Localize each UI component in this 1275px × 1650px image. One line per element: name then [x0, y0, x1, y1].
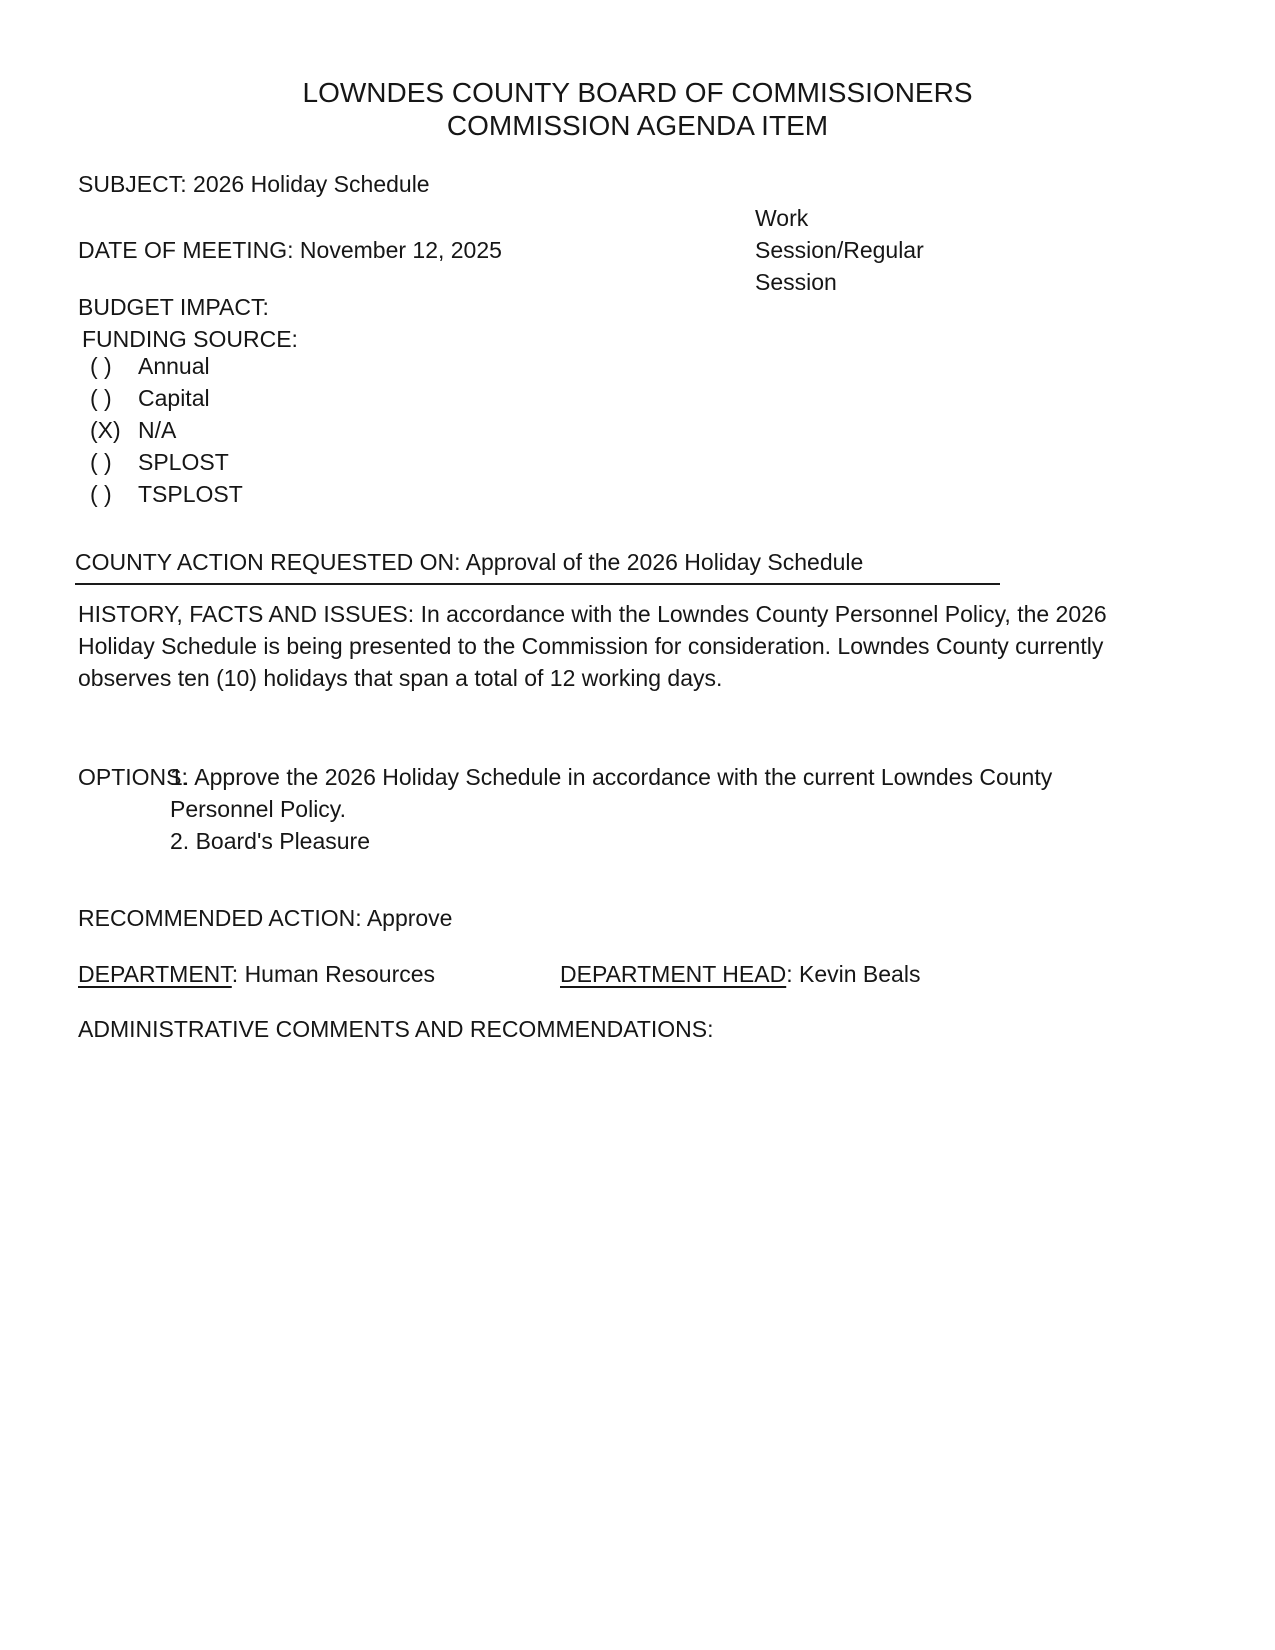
- history-label: HISTORY, FACTS AND ISSUES:: [78, 601, 415, 627]
- funding-option-label: N/A: [138, 417, 177, 443]
- funding-options-list: [90, 350, 243, 510]
- document-title: [75, 76, 1200, 142]
- options-list: [170, 761, 1128, 857]
- department-head-value: Kevin Beals: [799, 961, 921, 987]
- session-type: Work Session/Regular Session: [755, 205, 924, 295]
- options-label: OPTIONS:: [78, 764, 188, 790]
- funding-option-tsplost: [90, 478, 243, 510]
- department-head-label: DEPARTMENT HEAD: [560, 961, 787, 987]
- county-action-label: COUNTY ACTION REQUESTED ON:: [75, 549, 461, 575]
- funding-option-label: Annual: [138, 353, 210, 379]
- department-line: [78, 958, 435, 990]
- county-action-value: Approval of the 2026 Holiday Schedule: [465, 549, 864, 575]
- department-head-colon: :: [786, 961, 793, 987]
- checkbox-mark: ( ): [90, 385, 112, 411]
- document-title-line2: COMMISSION AGENDA ITEM: [446, 110, 829, 141]
- option-item-2: 2. Board's Pleasure: [170, 828, 371, 854]
- checkbox-mark-checked: (X): [90, 417, 121, 443]
- budget-impact-label: BUDGET IMPACT:: [78, 294, 269, 320]
- department-value: Human Resources: [244, 961, 436, 987]
- subject-label: SUBJECT:: [78, 171, 187, 197]
- department-label: DEPARTMENT: [78, 961, 232, 987]
- recommended-action-value: Approve: [366, 905, 453, 931]
- checkbox-mark: ( ): [90, 481, 112, 507]
- history-text: In accordance with the Lowndes County Personnel Policy, the 2026 Holiday Schedule is being presented to the Commission for consideration. Lowndes County currently observes ten (10) holidays that span a total of 12 working days.: [78, 601, 1107, 691]
- funding-option-splost: [90, 446, 243, 478]
- department-head-line: [560, 958, 920, 990]
- subject-line: [78, 168, 430, 200]
- date-of-meeting-line: [78, 234, 502, 266]
- funding-option-annual: [90, 350, 243, 382]
- checkbox-mark: ( ): [90, 449, 112, 475]
- history-facts-issues-paragraph: [78, 598, 1160, 694]
- administrative-comments-label: ADMINISTRATIVE COMMENTS AND RECOMMENDATIONS:: [78, 1016, 714, 1042]
- date-of-meeting-label: DATE OF MEETING:: [78, 237, 294, 263]
- date-of-meeting-value: November 12, 2025: [299, 237, 502, 263]
- funding-source-label: FUNDING SOURCE:: [82, 326, 298, 352]
- document-title-line1: LOWNDES COUNTY BOARD OF COMMISSIONERS: [302, 77, 973, 108]
- funding-option-label: TSPLOST: [138, 481, 243, 507]
- county-action-requested-line: [75, 546, 1000, 585]
- checkbox-mark: ( ): [90, 353, 112, 379]
- recommended-action-label: RECOMMENDED ACTION:: [78, 905, 362, 931]
- funding-option-label: Capital: [138, 385, 210, 411]
- subject-value: 2026 Holiday Schedule: [193, 171, 430, 197]
- recommended-action-line: [78, 902, 452, 934]
- funding-option-label: SPLOST: [138, 449, 229, 475]
- option-item-1: 1. Approve the 2026 Holiday Schedule in accordance with the current Lowndes County Personnel Policy.: [170, 764, 1053, 822]
- department-colon: :: [231, 961, 239, 987]
- funding-option-na: [90, 414, 243, 446]
- funding-option-capital: [90, 382, 243, 414]
